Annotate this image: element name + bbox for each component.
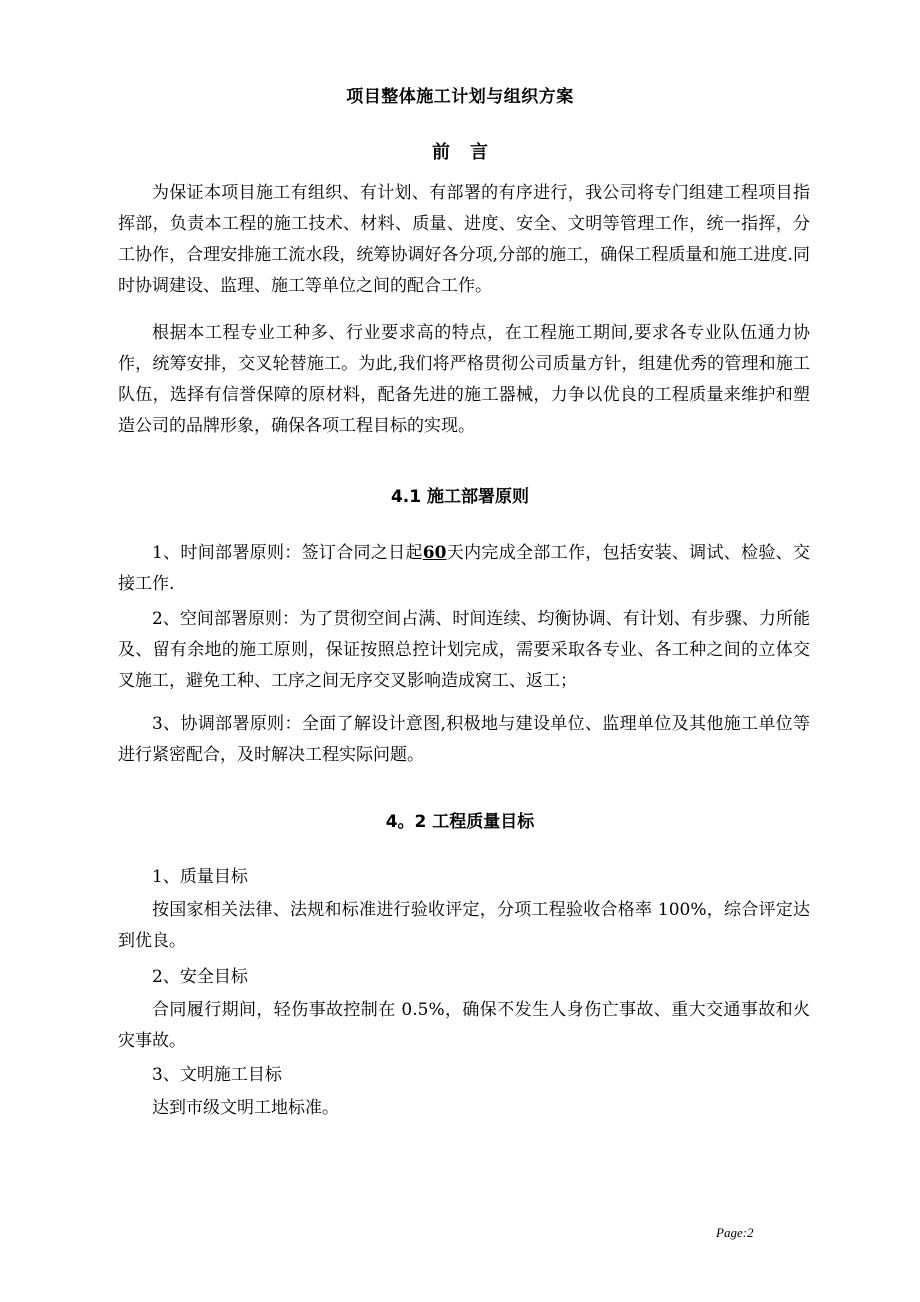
preface-paragraph-2: 根据本工程专业工种多、行业要求高的特点，在工程施工期间,要求各专业队伍通力协作，统筹安排，交叉轮替施工。为此,我们将严格贯彻公司质量方针，组建优秀的管理和施工队伍，选择有信誉保障的原材料，配备先进的施工器械，力争以优良的工程质量来维护和塑造公司的品牌形象，确保各项工程目标的实现。 <box>118 323 810 436</box>
document-title: 项目整体施工计划与组织方案 <box>346 87 574 107</box>
safety-goal-label: 2、安全目标 <box>152 967 248 987</box>
section-heading-quality: 4。2 工程质量目标 <box>385 812 535 832</box>
preface-heading: 前言 <box>432 142 508 163</box>
safety-goal-text: 合同履行期间，轻伤事故控制在 0.5%，确保不发生人身伤亡事故、重大交通事故和火灾事故。 <box>118 1000 810 1051</box>
section-heading-deployment: 4.1 施工部署原则 <box>390 487 530 507</box>
preface-paragraph-1: 为保证本项目施工有组织、有计划、有部署的有序进行，我公司将专门组建工程项目指挥部，负责本工程的施工技术、材料、质量、进度、安全、文明等管理工作，统一指挥，分工协作，合理安排施工流水段，统筹协调好各分项,分部的施工，确保工程质量和施工进度.同时协调建设、监理、施工等单位之间的配合工作。 <box>118 183 810 296</box>
time-principle-prefix: 1、时间部署原则：签订合同之日起 <box>152 543 423 563</box>
civil-goal-text: 达到市级文明工地标准。 <box>152 1098 339 1118</box>
deployment-item-space: 2、空间部署原则：为了贯彻空间占满、时间连续、均衡协调、有计划、有步骤、力所能及、留有余地的施工原则，保证按照总控计划完成，需要采取各专业、各工种之间的立体交叉施工，避免工种、工序之间无序交叉影响造成窝工、返工； <box>118 609 810 691</box>
quality-goal-text: 按国家相关法律、法规和标准进行验收评定，分项工程验收合格率 100%，综合评定达到优良。 <box>118 900 810 951</box>
deployment-item-coordination: 3、协调部署原则：全面了解设计意图,积极地与建设单位、监理单位及其他施工单位等进行紧密配合，及时解决工程实际问题。 <box>118 714 810 765</box>
quality-goal-label: 1、质量目标 <box>152 867 248 887</box>
days-count: 60 <box>422 543 447 563</box>
deployment-item-time <box>118 538 810 600</box>
page-number: Page:2 <box>716 1225 754 1240</box>
civil-goal-label: 3、文明施工目标 <box>152 1065 282 1085</box>
time-principle-suffix: 天内完成全部工作，包括安装、调试、检验、交接工作. <box>118 543 810 594</box>
